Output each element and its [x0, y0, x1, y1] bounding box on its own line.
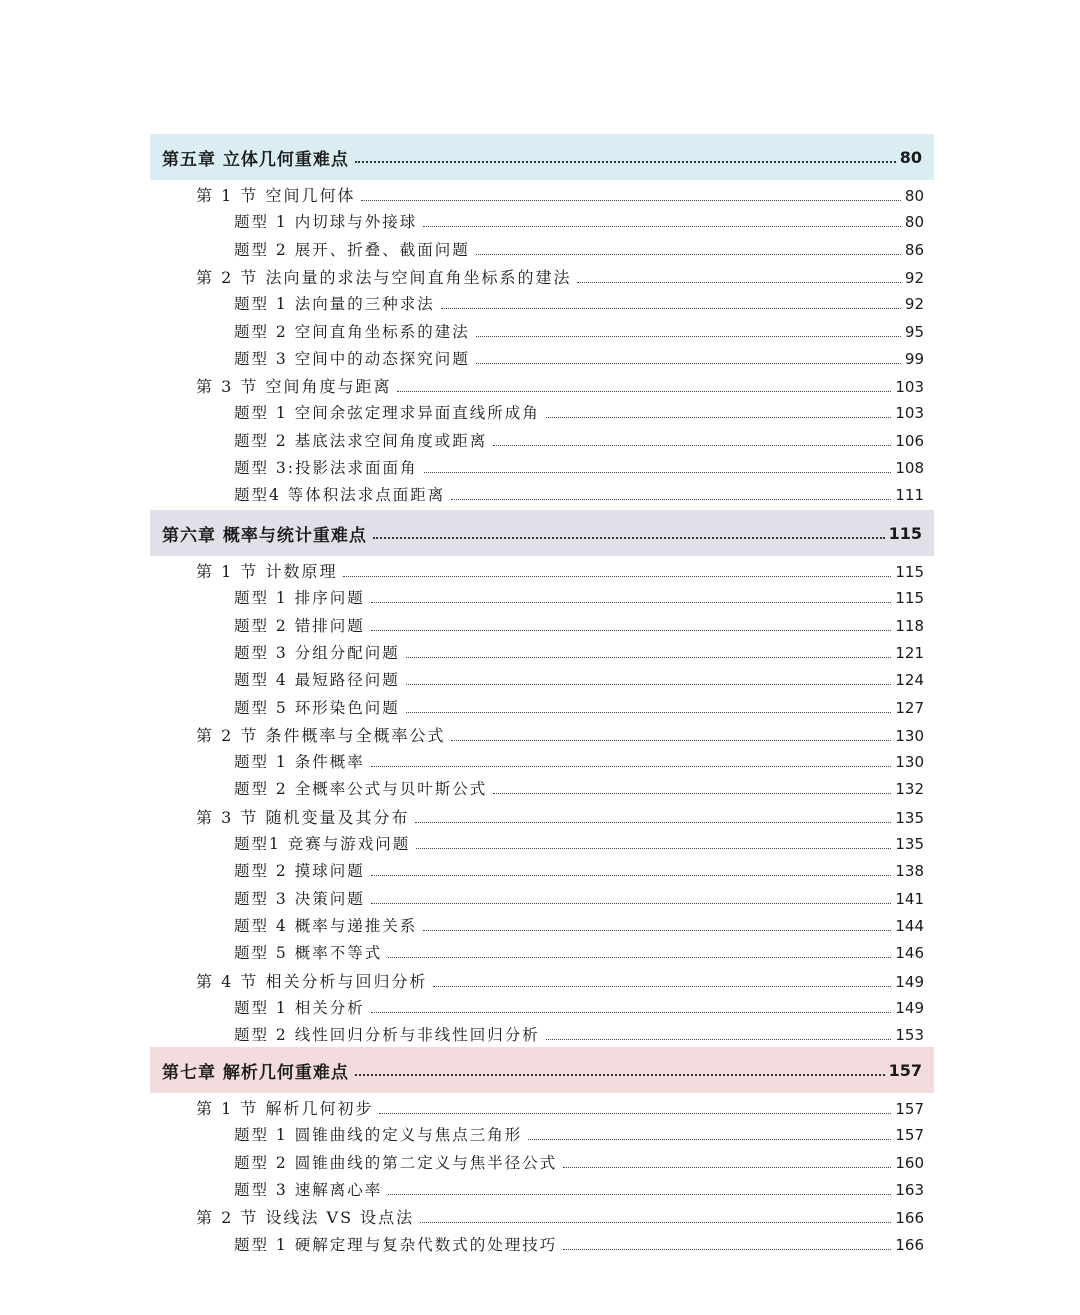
- dot-leader: [406, 712, 892, 713]
- page-number: 135: [895, 808, 924, 827]
- page-number: 80: [904, 187, 924, 205]
- dot-leader: [415, 822, 891, 823]
- dot-leader: [361, 200, 900, 201]
- topic-entry: [234, 1123, 924, 1147]
- topic-entry: [234, 1178, 924, 1202]
- dot-leader: [416, 848, 891, 849]
- page-number: 118: [895, 616, 924, 635]
- page-number: 115: [895, 563, 924, 581]
- page-number: 103: [895, 378, 924, 397]
- page-number: 111: [895, 486, 924, 505]
- entry-label: 题型 2 线性回归分析与非线性回归分析: [234, 1026, 540, 1045]
- dot-leader: [371, 903, 892, 904]
- page-number: 92: [904, 295, 924, 314]
- entry-label: 题型 2 空间直角坐标系的建法: [234, 322, 470, 341]
- entry-label: 题型 3 速解离心率: [234, 1180, 383, 1199]
- dot-leader: [563, 1249, 891, 1250]
- section-entry: [196, 1096, 924, 1120]
- entry-label: 题型 1 内切球与外接球: [234, 213, 418, 232]
- chapter-heading: [150, 134, 934, 180]
- topic-entry: [234, 668, 924, 692]
- entry-label: 题型 1 排序问题: [234, 589, 365, 608]
- topic-entry: [234, 750, 924, 774]
- entry-label: 题型 1 条件概率: [234, 753, 365, 772]
- dot-leader: [433, 986, 891, 987]
- page-number: 103: [895, 404, 924, 423]
- topic-entry: [234, 456, 924, 480]
- entry-label: 第 3 节 空间角度与距离: [196, 377, 392, 397]
- entry-label: 第 1 节 空间几何体: [196, 186, 356, 205]
- entry-label: 第五章 立体几何重难点: [162, 149, 349, 170]
- page-number: 130: [895, 726, 924, 745]
- entry-label: 题型 1 圆锥曲线的定义与焦点三角形: [234, 1126, 523, 1145]
- entry-label: 第六章 概率与统计重难点: [162, 525, 367, 546]
- entry-label: 第 2 节 设线法 VS 设点法: [196, 1208, 415, 1228]
- page-number: 108: [895, 459, 924, 477]
- entry-label: 题型 1 法向量的三种求法: [234, 295, 435, 314]
- entry-label: 题型 3 空间中的动态探究问题: [234, 349, 470, 368]
- topic-entry: [234, 777, 924, 801]
- dot-leader: [371, 766, 892, 767]
- topic-entry: [234, 696, 924, 720]
- topic-entry: [234, 641, 924, 665]
- entry-label: 题型 5 概率不等式: [234, 944, 383, 963]
- entry-label: 题型 2 错排问题: [234, 616, 365, 635]
- page-number: 149: [895, 972, 924, 991]
- section-entry: [196, 374, 924, 398]
- topic-entry: [234, 320, 924, 344]
- entry-label: 题型 1 相关分析: [234, 998, 365, 1017]
- dot-leader: [441, 308, 901, 309]
- page-number: 166: [895, 1209, 924, 1228]
- topic-entry: [234, 887, 924, 911]
- section-entry: [196, 1205, 924, 1229]
- page-number: 153: [895, 1026, 924, 1045]
- page-number: 135: [895, 835, 924, 853]
- dot-leader: [371, 1012, 892, 1013]
- dot-leader: [563, 1167, 891, 1168]
- section-entry: [196, 723, 924, 747]
- dot-leader: [424, 472, 892, 473]
- topic-entry: [234, 941, 924, 965]
- dot-leader: [420, 1222, 891, 1223]
- entry-label: 题型1 竞赛与游戏问题: [234, 835, 411, 853]
- entry-label: 第 1 节 解析几何初步: [196, 1099, 374, 1118]
- entry-label: 第七章 解析几何重难点: [162, 1062, 349, 1083]
- chapter-heading: [150, 510, 934, 556]
- dot-leader: [476, 336, 901, 337]
- entry-label: 第 2 节 法向量的求法与空间直角坐标系的建法: [196, 267, 572, 287]
- topic-entry: [234, 1023, 924, 1047]
- page-number: 121: [895, 643, 924, 662]
- topic-entry: [234, 614, 924, 638]
- page-number: 138: [895, 862, 924, 881]
- dot-leader: [423, 930, 891, 931]
- topic-entry: [234, 401, 924, 425]
- dot-leader: [373, 537, 885, 539]
- entry-label: 题型 4 最短路径问题: [234, 671, 400, 690]
- topic-entry: [234, 914, 924, 938]
- page-number: 149: [895, 998, 924, 1017]
- entry-label: 题型 3 分组分配问题: [234, 643, 400, 662]
- dot-leader: [355, 1074, 885, 1076]
- entry-label: 题型4 等体积法求点面距离: [234, 486, 446, 505]
- page-number: 160: [895, 1153, 924, 1172]
- dot-leader: [371, 602, 892, 603]
- page-number: 86: [904, 240, 924, 259]
- dot-leader: [406, 684, 892, 685]
- page-number: 157: [895, 1126, 924, 1145]
- dot-leader: [493, 445, 891, 446]
- dot-leader: [379, 1113, 891, 1114]
- page-number: 127: [895, 698, 924, 717]
- topic-entry: [234, 859, 924, 883]
- page-number: 132: [895, 780, 924, 799]
- entry-label: 题型 2 展开、折叠、截面问题: [234, 240, 470, 259]
- dot-leader: [388, 1194, 891, 1195]
- page-number: 124: [895, 671, 924, 690]
- dot-leader: [546, 417, 892, 418]
- dot-leader: [476, 254, 901, 255]
- section-entry: [196, 805, 924, 829]
- chapter-heading: [150, 1047, 934, 1093]
- page-number: 166: [895, 1235, 924, 1254]
- topic-entry: [234, 429, 924, 453]
- dot-leader: [355, 161, 896, 163]
- topic-entry: [234, 238, 924, 262]
- dot-leader: [476, 363, 901, 364]
- dot-leader: [343, 576, 891, 577]
- section-entry: [196, 559, 924, 583]
- page-number: 99: [904, 349, 924, 368]
- dot-leader: [528, 1139, 891, 1140]
- topic-entry: [234, 210, 924, 234]
- dot-leader: [546, 1039, 892, 1040]
- topic-entry: [234, 292, 924, 316]
- section-entry: [196, 183, 924, 207]
- page-number: 157: [895, 1100, 924, 1118]
- section-entry: [196, 969, 924, 993]
- topic-entry: [234, 1151, 924, 1175]
- page-number: 80: [904, 213, 924, 232]
- topic-entry: [234, 1233, 924, 1257]
- topic-entry: [234, 483, 924, 507]
- page-number: 144: [895, 916, 924, 935]
- entry-label: 第 2 节 条件概率与全概率公式: [196, 725, 446, 745]
- dot-leader: [406, 657, 892, 658]
- entry-label: 题型 2 基底法求空间角度或距离: [234, 431, 488, 450]
- entry-label: 题型 5 环形染色问题: [234, 698, 400, 717]
- page-number: 92: [904, 268, 924, 287]
- dot-leader: [371, 875, 892, 876]
- entry-label: 题型 1 空间余弦定理求异面直线所成角: [234, 404, 540, 423]
- page-number: 163: [895, 1180, 924, 1199]
- page-number: 115: [895, 589, 924, 608]
- entry-label: 题型 4 概率与递推关系: [234, 916, 418, 935]
- page-number: 157: [888, 1060, 922, 1080]
- page-number: 80: [899, 147, 922, 167]
- section-entry: [196, 265, 924, 289]
- dot-leader: [493, 793, 891, 794]
- entry-label: 题型 1 硬解定理与复杂代数式的处理技巧: [234, 1235, 558, 1254]
- page-number: 141: [895, 889, 924, 908]
- dot-leader: [397, 391, 891, 392]
- entry-label: 第 1 节 计数原理: [196, 562, 338, 581]
- entry-label: 题型 2 摸球问题: [234, 862, 365, 881]
- topic-entry: [234, 586, 924, 610]
- dot-leader: [423, 226, 901, 227]
- topic-entry: [234, 996, 924, 1020]
- entry-label: 题型 2 全概率公式与贝叶斯公式: [234, 780, 488, 799]
- entry-label: 题型 3:投影法求面面角: [234, 459, 418, 477]
- entry-label: 题型 3 决策问题: [234, 889, 365, 908]
- dot-leader: [371, 630, 892, 631]
- entry-label: 题型 2 圆锥曲线的第二定义与焦半径公式: [234, 1153, 558, 1172]
- entry-label: 第 4 节 相关分析与回归分析: [196, 971, 428, 991]
- topic-entry: [234, 347, 924, 371]
- page-number: 146: [895, 944, 924, 963]
- dot-leader: [451, 740, 891, 741]
- topic-entry: [234, 832, 924, 856]
- page-number: 106: [895, 431, 924, 450]
- entry-label: 第 3 节 随机变量及其分布: [196, 807, 410, 827]
- dot-leader: [451, 499, 891, 500]
- dot-leader: [577, 282, 900, 283]
- page-number: 115: [888, 523, 922, 543]
- dot-leader: [388, 957, 891, 958]
- page-number: 130: [895, 753, 924, 772]
- page-number: 95: [904, 322, 924, 341]
